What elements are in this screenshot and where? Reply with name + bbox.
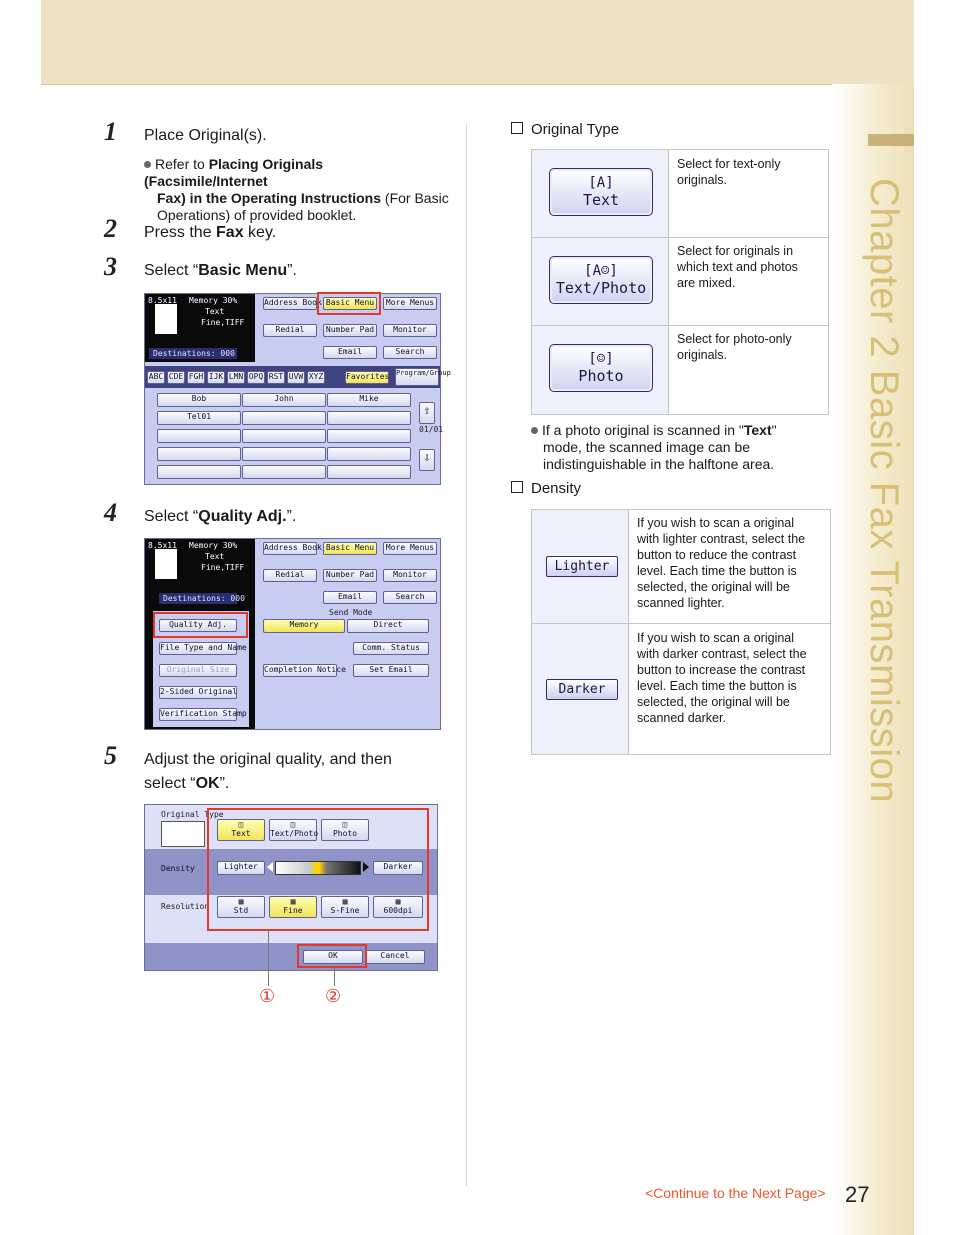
original-type-heading: Original Type [511, 121, 619, 138]
page-icon [155, 304, 177, 334]
step-number: 2 [104, 214, 117, 243]
screen-original-quality [144, 804, 438, 971]
continue-link[interactable]: <Continue to the Next Page> [645, 1185, 826, 1201]
completion-notice-button[interactable]: Completion Notice [263, 664, 337, 677]
address-entry[interactable] [327, 429, 411, 443]
scroll-up-icon[interactable]: ⇧ [419, 402, 435, 424]
step-text: Select “Quality Adj.”. [144, 508, 297, 525]
step-text: Select “Basic Menu”. [144, 262, 297, 279]
memory-status: Memory 30% [189, 541, 238, 550]
density-description: If you wish to scan a original with lighter contrast, select the button to reduce the contrast level. Each time the button is selected, the original will be scanned lighter. [637, 516, 806, 610]
chapter-label: Chapter 2 Basic Fax Transmission [862, 178, 906, 804]
lighter-button[interactable]: Lighter [217, 861, 265, 875]
type-description: Select for originals in which text and photos are mixed. [677, 244, 798, 290]
step-number: 5 [104, 741, 117, 770]
highlight-box [297, 944, 367, 968]
row-divider [532, 325, 828, 326]
mode-text: Text [205, 552, 225, 561]
image-column [532, 510, 629, 754]
note-bold: Placing Originals (Facsimile/Internet [144, 156, 324, 189]
address-entry[interactable] [327, 447, 411, 461]
tab-fgh[interactable]: FGH [187, 371, 205, 384]
step-text: Adjust the original quality, and then [144, 751, 392, 768]
tab-ijk[interactable]: IJK [207, 371, 225, 384]
redial-button[interactable]: Redial [263, 569, 317, 582]
address-entry[interactable] [242, 465, 326, 479]
original-type-label: Original Type [161, 810, 224, 819]
address-entry[interactable] [242, 411, 326, 425]
comm-status-button[interactable]: Comm. Status [353, 642, 429, 655]
res-fine-button[interactable]: ▦ Fine [269, 896, 317, 918]
original-type-table [531, 149, 829, 415]
row-divider [532, 237, 828, 238]
address-entry[interactable]: Mike [327, 393, 411, 407]
callout-one: ① [259, 986, 276, 1006]
monitor-button[interactable]: Monitor [383, 569, 437, 582]
destinations-text: Destinations: 000 [163, 594, 245, 603]
redial-button[interactable]: Redial [263, 324, 317, 337]
callout-two: ② [325, 986, 342, 1006]
res-sfine-button[interactable]: ▦ S-Fine [321, 896, 369, 918]
screen-basic-menu [144, 293, 451, 485]
paper-size: 8.5x11 [148, 296, 177, 305]
address-entry[interactable] [157, 447, 241, 461]
resolution-text: Fine,TIFF [201, 563, 245, 572]
address-entry[interactable]: Bob [157, 393, 241, 407]
density-table [531, 509, 831, 755]
tab-uvw[interactable]: UVW [287, 371, 305, 384]
text-photo-mode-button: [A☺] Text/Photo [549, 256, 653, 304]
email-button[interactable]: Email [323, 346, 377, 359]
checkbox-icon [511, 481, 523, 493]
res-std-button[interactable]: ▦ Std [217, 896, 265, 918]
tab-abc[interactable]: ABC [147, 371, 165, 384]
address-book-button[interactable]: Address Book [263, 542, 317, 555]
bullet-icon [144, 161, 151, 168]
original-size-button[interactable]: Original Size [159, 664, 237, 677]
address-entry[interactable] [327, 465, 411, 479]
address-entry[interactable] [157, 465, 241, 479]
density-description: If you wish to scan a original with darker contrast, select the button to increase the contrast level. Each time the button is selected, the original will be scanned darker. [637, 631, 807, 725]
tab-xyz[interactable]: XYZ [307, 371, 325, 384]
step-text: Press the Fax key. [144, 224, 277, 241]
step-text: select “OK”. [144, 775, 230, 792]
address-entry[interactable]: Tel01 [157, 411, 241, 425]
paper-size: 8.5x11 [148, 541, 177, 550]
tab-cde[interactable]: CDE [167, 371, 185, 384]
scroll-down-icon[interactable]: ⇩ [419, 449, 435, 471]
quality-adj-button[interactable]: Quality Adj. [159, 619, 237, 632]
photo-icon: [☺] [588, 351, 614, 367]
resolution-text: Fine,TIFF [201, 318, 245, 327]
header-band [41, 0, 914, 85]
darker-button[interactable]: Darker [373, 861, 423, 875]
tab-program-group[interactable]: Program/Group [395, 368, 439, 386]
file-type-button[interactable]: File Type and Name [159, 642, 237, 655]
address-entry[interactable]: John [242, 393, 326, 407]
memory-status: Memory 30% [189, 296, 238, 305]
text-photo-icon: [A☺] [584, 263, 618, 279]
email-button[interactable]: Email [323, 591, 377, 604]
highlight-box [153, 612, 248, 638]
step-number: 1 [104, 117, 117, 146]
cancel-button[interactable]: Cancel [365, 950, 425, 964]
row-divider [532, 623, 830, 624]
step-note [144, 156, 449, 224]
verification-stamp-button[interactable]: Verification Stamp [159, 708, 237, 721]
tab-rst[interactable]: RST [267, 371, 285, 384]
chapter-tab-marker [868, 134, 914, 146]
more-menus-button[interactable]: More Menus [383, 297, 437, 310]
text-icon: [A] [588, 175, 614, 191]
basic-menu-button[interactable]: Basic Menu [323, 297, 377, 310]
note-text: Refer to [155, 156, 209, 172]
screen-quality-adj [144, 538, 441, 730]
address-entry[interactable] [242, 447, 326, 461]
type-text-button[interactable]: ◫ Text [217, 819, 265, 841]
res-600dpi-button[interactable]: ▦ 600dpi [373, 896, 423, 918]
tab-favorites[interactable]: Favorites [345, 371, 389, 384]
tab-lmn[interactable]: LMN [227, 371, 245, 384]
darker-sample-button: Darker [546, 679, 618, 700]
step-text: Place Original(s). [144, 127, 267, 144]
step-number: 4 [104, 498, 117, 527]
density-heading: Density [511, 480, 581, 497]
page-counter: 01/01 [419, 425, 444, 434]
address-entry[interactable] [327, 411, 411, 425]
bullet-icon [531, 427, 538, 434]
page-number: 27 [845, 1182, 870, 1207]
type-note: If a photo original is scanned in "Text" mode, the scanned image can be indistinguishable in the halftone area. [531, 422, 831, 473]
set-email-button[interactable]: Set Email [353, 664, 429, 677]
column-divider [466, 124, 467, 1186]
more-menus-button[interactable]: More Menus [383, 542, 437, 555]
search-button[interactable]: Search [383, 591, 437, 604]
lighter-sample-button: Lighter [546, 556, 618, 577]
address-entry[interactable] [242, 429, 326, 443]
number-pad-button[interactable]: Number Pad [323, 569, 377, 582]
callout-line [268, 930, 269, 986]
photo-mode-button: [☺] Photo [549, 344, 653, 392]
search-button[interactable]: Search [383, 346, 437, 359]
type-text-photo-button[interactable]: ◫ Text/Photo [269, 819, 317, 841]
tab-opq[interactable]: OPQ [247, 371, 265, 384]
page-icon [155, 549, 177, 579]
address-book-button[interactable]: Address Book [263, 297, 317, 310]
type-photo-button[interactable]: ◫ Photo [321, 819, 369, 841]
note-text: (For Basic [381, 190, 449, 206]
text-mode-button: [A] Text [549, 168, 653, 216]
type-description: Select for text-only originals. [677, 157, 781, 187]
send-mode-label: Send Mode [329, 608, 373, 617]
resolution-label: Resolution [161, 902, 210, 911]
destinations-text: Destinations: 000 [153, 349, 235, 358]
direct-button[interactable]: Direct [347, 619, 429, 633]
mode-text: Text [205, 307, 225, 316]
address-entry[interactable] [157, 429, 241, 443]
checkbox-icon [511, 122, 523, 134]
highlight-box [207, 808, 429, 931]
callout-line [334, 967, 335, 986]
note-bold: Fax) in the Operating Instructions [157, 190, 382, 206]
basic-menu-button[interactable]: Basic Menu [323, 542, 377, 555]
type-description: Select for photo-only originals. [677, 332, 792, 362]
ok-button[interactable]: OK [303, 950, 363, 964]
memory-button[interactable]: Memory [263, 619, 345, 633]
monitor-button[interactable]: Monitor [383, 324, 437, 337]
thumbnail-icon [161, 821, 205, 847]
density-label: Density [161, 864, 195, 873]
number-pad-button[interactable]: Number Pad [323, 324, 377, 337]
highlight-box [317, 292, 381, 315]
step-number: 3 [104, 252, 117, 281]
note-text: Operations) of provided booklet. [157, 207, 357, 223]
two-sided-original-button[interactable]: 2-Sided Original [159, 686, 237, 699]
